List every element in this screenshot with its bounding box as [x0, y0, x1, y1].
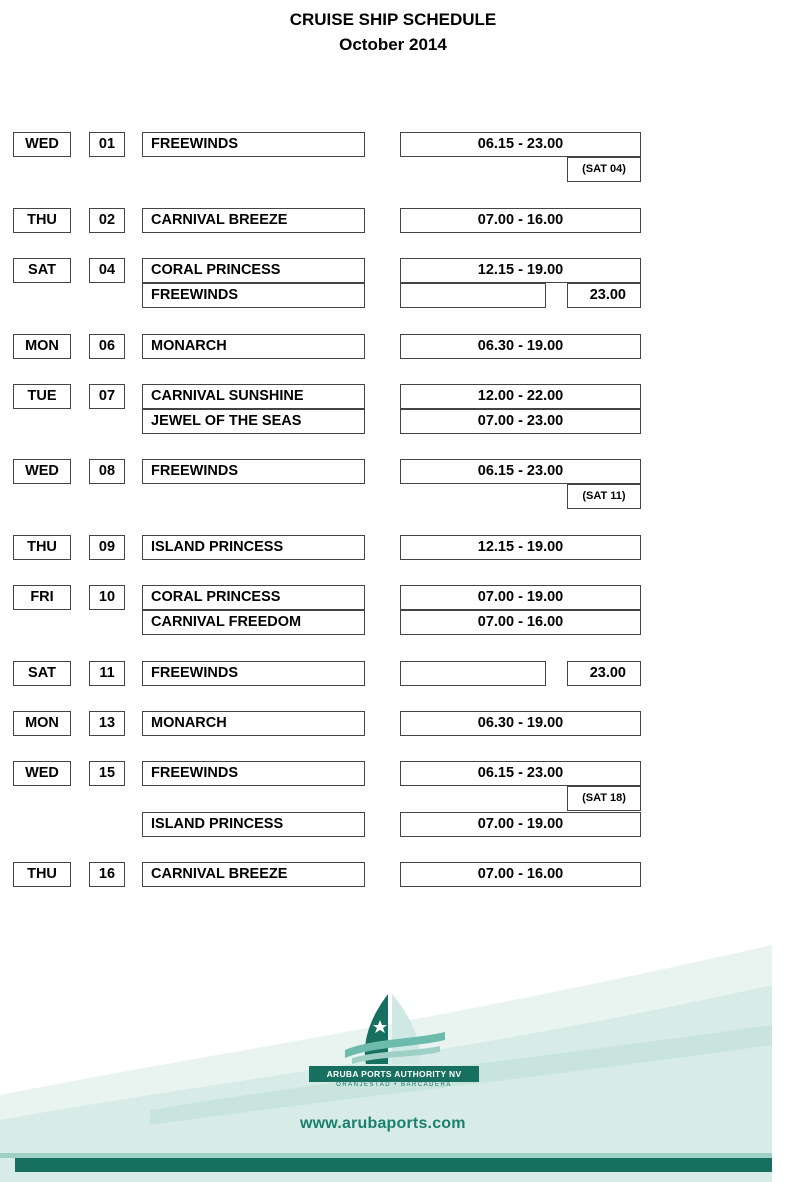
time-cell: 07.00 - 19.00 [400, 585, 641, 610]
ship-cell: FREEWINDS [142, 132, 365, 157]
date-cell: 08 [89, 459, 125, 484]
date-cell: 04 [89, 258, 125, 283]
ship-cell: CORAL PRINCESS [142, 258, 365, 283]
website-link[interactable]: www.arubaports.com [300, 1115, 466, 1132]
day-cell: THU [13, 208, 71, 233]
date-cell: 13 [89, 711, 125, 736]
day-cell: TUE [13, 384, 71, 409]
date-cell: 16 [89, 862, 125, 887]
ship-cell: FREEWINDS [142, 283, 365, 308]
time-cell: 06.30 - 19.00 [400, 711, 641, 736]
logo-subtitle: ORANJESTAD • BARCADERA [336, 1082, 452, 1088]
date-cell: 10 [89, 585, 125, 610]
ship-cell: FREEWINDS [142, 761, 365, 786]
date-cell: 15 [89, 761, 125, 786]
time-cell: 12.00 - 22.00 [400, 384, 641, 409]
time-cell: 06.15 - 23.00 [400, 761, 641, 786]
time-cell: 07.00 - 16.00 [400, 208, 641, 233]
time-cell: 07.00 - 16.00 [400, 610, 641, 635]
arrival-cell-empty [400, 661, 546, 686]
time-cell: 07.00 - 23.00 [400, 409, 641, 434]
departure-note: (SAT 18) [567, 786, 641, 811]
day-cell: WED [13, 132, 71, 157]
day-cell: MON [13, 334, 71, 359]
time-cell: 12.15 - 19.00 [400, 535, 641, 560]
day-cell: SAT [13, 258, 71, 283]
ship-cell: CARNIVAL FREEDOM [142, 610, 365, 635]
ship-cell: CARNIVAL BREEZE [142, 862, 365, 887]
date-cell: 11 [89, 661, 125, 686]
day-cell: FRI [13, 585, 71, 610]
day-cell: WED [13, 459, 71, 484]
time-cell: 06.15 - 23.00 [400, 132, 641, 157]
logo-name: ARUBA PORTS AUTHORITY NV [309, 1066, 479, 1082]
time-cell: 07.00 - 19.00 [400, 812, 641, 837]
date-cell: 02 [89, 208, 125, 233]
page-title: CRUISE SHIP SCHEDULE [289, 10, 497, 29]
departure-cell: 23.00 [567, 283, 641, 308]
departure-cell: 23.00 [567, 661, 641, 686]
arrival-cell-empty [400, 283, 546, 308]
ship-cell: CARNIVAL SUNSHINE [142, 384, 365, 409]
aruba-ports-logo-icon [340, 990, 450, 1068]
ship-cell: JEWEL OF THE SEAS [142, 409, 365, 434]
ship-cell: FREEWINDS [142, 661, 365, 686]
page-subtitle: October 2014 [339, 35, 447, 54]
time-cell: 07.00 - 16.00 [400, 862, 641, 887]
ship-cell: FREEWINDS [142, 459, 365, 484]
day-cell: SAT [13, 661, 71, 686]
date-cell: 01 [89, 132, 125, 157]
day-cell: MON [13, 711, 71, 736]
ship-cell: ISLAND PRINCESS [142, 812, 365, 837]
date-cell: 07 [89, 384, 125, 409]
day-cell: THU [13, 862, 71, 887]
day-cell: WED [13, 761, 71, 786]
time-cell: 12.15 - 19.00 [400, 258, 641, 283]
date-cell: 06 [89, 334, 125, 359]
departure-note: (SAT 04) [567, 157, 641, 182]
ship-cell: MONARCH [142, 334, 365, 359]
ship-cell: MONARCH [142, 711, 365, 736]
date-cell: 09 [89, 535, 125, 560]
ship-cell: CARNIVAL BREEZE [142, 208, 365, 233]
time-cell: 06.15 - 23.00 [400, 459, 641, 484]
day-cell: THU [13, 535, 71, 560]
ship-cell: ISLAND PRINCESS [142, 535, 365, 560]
ship-cell: CORAL PRINCESS [142, 585, 365, 610]
time-cell: 06.30 - 19.00 [400, 334, 641, 359]
departure-note: (SAT 11) [567, 484, 641, 509]
